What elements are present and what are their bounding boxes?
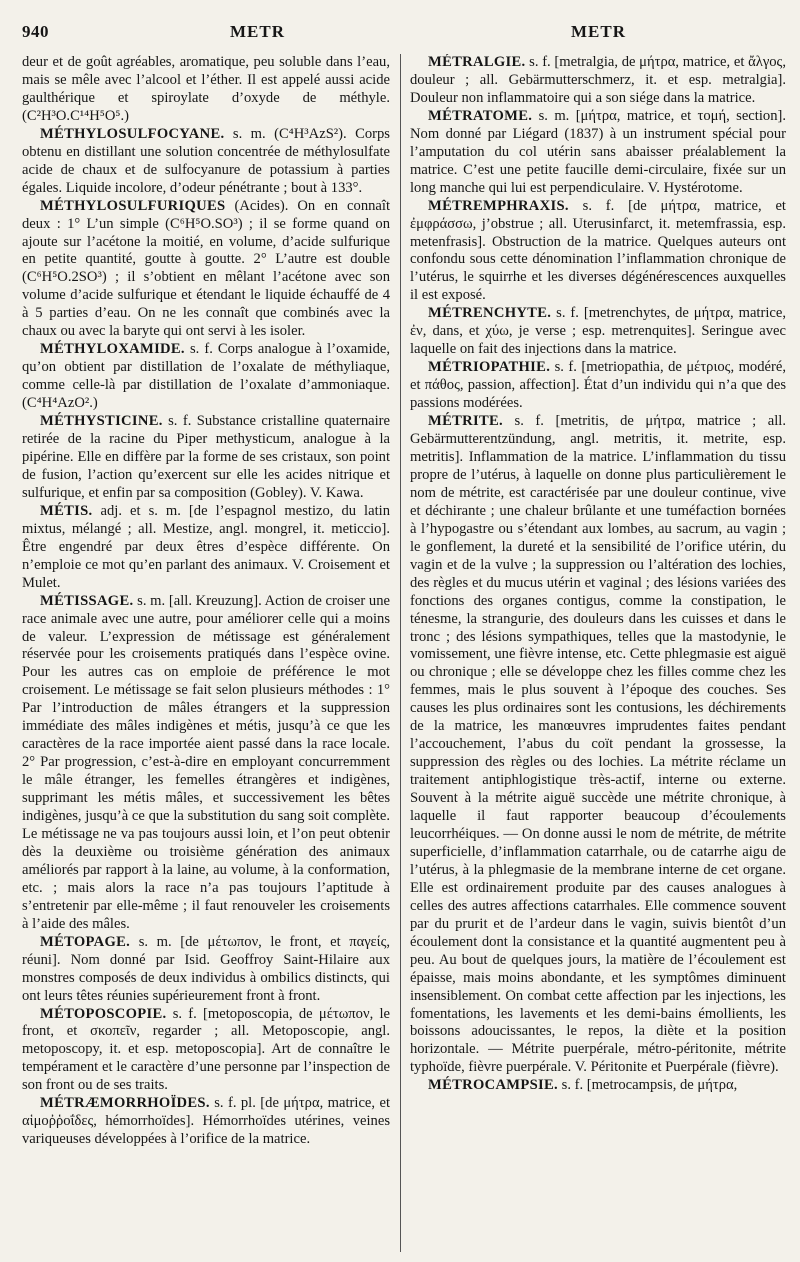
entry-text: s. f. Corps analogue à l’oxamide, qu’on obtient par distillation de l’oxalate de méthyliaque, comme celle-là par distillation de l’oxalate d’ammoniaque. (C⁴H⁴AzO².) bbox=[22, 341, 390, 412]
dictionary-entry bbox=[22, 54, 390, 126]
text-columns bbox=[22, 54, 786, 1252]
entry-headword: MÉTRITE. bbox=[428, 413, 503, 430]
left-column bbox=[22, 54, 390, 1252]
right-column bbox=[410, 54, 786, 1252]
dictionary-entry bbox=[410, 54, 786, 108]
entry-headword: MÉTREMPHRAXIS. bbox=[428, 197, 569, 214]
running-head-right: METR bbox=[571, 22, 626, 41]
entry-headword: MÉTHYLOXAMIDE. bbox=[40, 341, 185, 358]
entry-headword: MÉTISSAGE. bbox=[40, 592, 134, 609]
entry-text: s. f. [metrenchytes, de μήτρα, matrice, ἐν, dans, et χύω, je verse ; esp. metrenquites]. Seringue avec laquelle on fait des injections dans la matrice. bbox=[410, 305, 786, 358]
entry-text: s. f. [de μήτρα, matrice, et ἐμφράσσω, j’obstrue ; all. Uterusinfarct, it. metemfrassia, esp. metenfrasis]. Obstruction de la matrice. Quelques auteurs ont confondu sous cette dénomination l’inflammation chronique de l’utérus, le squirrhe et les diverses dégénérescences auxquelles il est exposé. bbox=[410, 197, 786, 304]
dictionary-entry bbox=[22, 198, 390, 342]
entry-text: s. f. Substance cristalline quaternaire retirée de la racine du Piper methysticum, analogue à la pipérine. Elle en diffère par la forme de ses cristaux, son point de fusion, l’action qu’exercent sur elle les acides nitrique et sulfurique, et enfin par sa composition (Gobley). V. Kawa. bbox=[22, 413, 390, 501]
entry-text: deur et de goût agréables, aromatique, peu soluble dans l’eau, mais se mêle avec l’alcool et l’éther. Il est appelé aussi acide gaulthérique et spiroylate d’oxyde de méthyle. (C²H³O.C¹⁴H⁵O⁵.) bbox=[22, 54, 390, 124]
dictionary-entry bbox=[410, 359, 786, 413]
entry-headword: MÉTRIOPATHIE. bbox=[428, 359, 551, 376]
dictionary-entry bbox=[22, 1095, 390, 1149]
entry-text: s. m. [all. Kreuzung]. Action de croiser une race animale avec une autre, pour améliorer celle qui a moins de valeur. L’expression de métissage est généralement réservée pour les croisements pratiqués dans l’espèce ovine. Pour les autres cas on emploie de préférence le mot croisement. Le métissage se fait selon plusieurs méthodes : 1° Par l’introduction de mâles étrangers et la suppression immédiate des mâles indigènes et métis, jusqu’à ce que les caractères de la race importée aient passé dans la race locale. 2° Par progression, c’est-à-dire en employant concurremment le mâle étranger, les femelles étrangères et indigènes, supprimant les métis mâles, et successivement les bêtes indigènes, jusqu’à ce que la substitution du sang soit complète. Le métissage ne va pas toujours aussi loin, et l’on peut obtenir dès la deuxième ou troisième génération des animaux améliorés par rapport à la laine, au volume, à la conformation, etc. ; mais alors la race n’a pas toujours l’aptitude à s’entretenir par elle-même ; il faut renouveler les croisements à l’aide des mâles. bbox=[22, 592, 390, 932]
entry-headword: MÉTRATOME. bbox=[428, 107, 533, 124]
entry-headword: MÉTRÆMORRHOÏDES. bbox=[40, 1095, 210, 1112]
page-number: 940 bbox=[22, 22, 49, 41]
dictionary-entry bbox=[410, 108, 786, 198]
dictionary-entry bbox=[410, 198, 786, 306]
dictionary-entry bbox=[22, 934, 390, 1006]
entry-headword: MÉTIS. bbox=[40, 502, 93, 519]
entry-headword: MÉTRALGIE. bbox=[428, 54, 526, 70]
entry-text: s. f. [metriopathia, de μέτριος, modéré, et πάθος, passion, affection]. État d’un individu qui n’a que des passions modérées. bbox=[410, 359, 786, 412]
entry-text: adj. et s. m. [de l’espagnol mestizo, du latin mixtus, mélangé ; all. Mestize, angl. mongrel, it. meticcio]. Être engendré par deux êtres d’espèce différente. On n’emploie ce mot qu’en parlant des animaux. V. Croisement et Mulet. bbox=[22, 502, 390, 591]
column-divider bbox=[400, 54, 401, 1252]
entry-text: s. f. [metoposcopia, de μέτωπον, le front, et σκοπεῖν, regarder ; all. Metoposcopie, angl. metoposcopy, it. et esp. metoposcopia]. Art de connaître le tempérament et le caractère d’une personne par l’inspection de son front ou de ses traits. bbox=[22, 1005, 390, 1094]
page-header bbox=[22, 14, 786, 54]
dictionary-entry bbox=[410, 1077, 786, 1095]
dictionary-entry bbox=[410, 305, 786, 359]
entry-headword: MÉTHYSTICINE. bbox=[40, 413, 163, 430]
dictionary-entry bbox=[22, 503, 390, 593]
entry-headword: MÉTRENCHYTE. bbox=[428, 305, 552, 322]
dictionary-entry bbox=[410, 413, 786, 1077]
entry-headword: MÉTHYLOSULFOCYANE. bbox=[40, 125, 225, 142]
dictionary-entry bbox=[22, 126, 390, 198]
entry-text: s. m. [de μέτωπον, le front, et παγείς, réuni]. Nom donné par Isid. Geoffroy Saint-Hilaire aux monstres composés de deux individus à ombilics distincts, qui ont leurs têtes réunies supérieurement front à front. bbox=[22, 933, 390, 1004]
entry-headword: MÉTOPAGE. bbox=[40, 933, 131, 950]
entry-headword: MÉTHYLOSULFURIQUES bbox=[40, 197, 226, 214]
entry-text: s. f. pl. [de μήτρα, matrice, et αἱμοῤῥοΐδες, hémorrhoïdes]. Hémorrhoïdes utérines, veines variqueuses développées à l’orifice de la matrice. bbox=[22, 1095, 390, 1148]
dictionary-entry bbox=[22, 413, 390, 503]
entry-text: (Acides). On en connaît deux : 1° L’un simple (C⁶H⁵O.SO³) ; il se forme quand on ajoute sur l’acétone la moitié, en volume, d’acide sulfurique en petite quantité, goutte à goutte. 2° L’autre est double (C⁶H⁵O.2SO³) ; il s’obtient en mêlant l’acétone avec son volume d’acide sulfurique et étendant le liquide échauffé de 4 à 5 parties d’eau. On ne les connaît que combinés avec la chaux ou avec la baryte qui ont servi à les isoler. bbox=[22, 197, 390, 340]
entry-text: s. m. (C⁴H³AzS²). Corps obtenu en distillant une solution concentrée de méthylosulfate acide de chaux et de sulfocyanure de potassium à parties égales. Liquide incolore, d’odeur pénétrante ; bout à 133°. bbox=[22, 125, 390, 196]
entry-text: s. f. [metritis, de μήτρα, matrice ; all. Gebärmutterentzündung, angl. metritis, it. metrite, esp. metritis]. Inflammation de la matrice. L’inflammation du tissu propre de l’utérus, à laquelle on donne plus particulièrement le nom de métrite, est caractérisée par une douleur continue, vive et déchirante ; une chaleur brûlante et une tuméfaction bornées à l’hypogastre ou s’étendant aux lombes, au sacrum, au vagin ; le gonflement, la dureté et la sensibilité de l’orifice utérin, du vagin et de la vulve ; la suppression ou l’altération des lochies, des règles et du mucus utérin et vaginal ; des lésions variées des fonctions des organes contigus, comme la constipation, le ténesme, la strangurie, des douleurs dans les cuisses et dans le tronc ; des lésions sympathiques, telles que la mastodynie, le vomissement, une fièvre intense, etc. Cette phlegmasie est aiguë ou chronique ; elle se développe chez les filles comme chez les femmes, mais le plus souvent à l’époque des couches. Ses causes les plus ordinaires sont les contusions, les déchirements de la matrice, les manœuvres imprudentes faites pendant l’accouchement, l’abus du coït pendant la grossesse, la suppression des règles ou des lochies. La métrite réclame un traitement antiphlogistique très-actif, interne ou externe. Souvent à la métrite aiguë succède une métrite chronique, à laquelle il faut rapporter beaucoup d’écoulements leucorrhéiques. — On donne aussi le nom de métrite, de métrite superficielle, d’inflammation catarrhale, ou de catarrhe aigu de l’utérus, à la phlegmasie de la membrane interne de cet organe. Elle est ordinairement produite par des causes analogues à celles des autres affections catarrhales. Elle commence souvent par du prurit et de l’ardeur dans le vagin, suivis bientôt d’un écoulement dont la consistance et la quantité augmentent peu à peu. Au bout de quelques jours, la matière de l’écoulement est épaisse, mais moins abondante, et les symptômes diminuent insensiblement. On combat cette affection par les injections, les fomentations, les lavements et les demi-bains émollients, les boissons adoucissantes, le repos, la diète et la position horizontale. — Métrite puerpérale, métro-péritonite, métrite typhoïde, fièvre puerpérale. V. Péritonite et Puerpérale (fièvre). bbox=[410, 413, 786, 1076]
running-head-left: METR bbox=[230, 22, 285, 41]
dictionary-entry bbox=[22, 341, 390, 413]
entry-text: s. m. [μήτρα, matrice, et τομή, section]. Nom donné par Liégard (1837) à un instrument spécial pour l’amputation du col utérin sans abaisser préalablement la matrice. C’est une petite faucille demi-circulaire, fixée sur un long manche qui lui est perpendiculaire. V. Hystérotome. bbox=[410, 107, 786, 196]
entry-text: s. f. [metrocampsis, de μήτρα, bbox=[561, 1077, 738, 1094]
dictionary-entry bbox=[22, 1006, 390, 1096]
entry-headword: MÉTROCAMPSIE. bbox=[428, 1077, 558, 1094]
entry-headword: MÉTOPOSCOPIE. bbox=[40, 1005, 167, 1022]
entry-text: s. f. [metralgia, de μήτρα, matrice, et ἄλγος, douleur ; all. Gebärmutterschmerz, it. et esp. metralgia]. Douleur non inflammatoire qui a son siége dans la matrice. bbox=[410, 54, 786, 106]
dictionary-entry bbox=[22, 593, 390, 934]
